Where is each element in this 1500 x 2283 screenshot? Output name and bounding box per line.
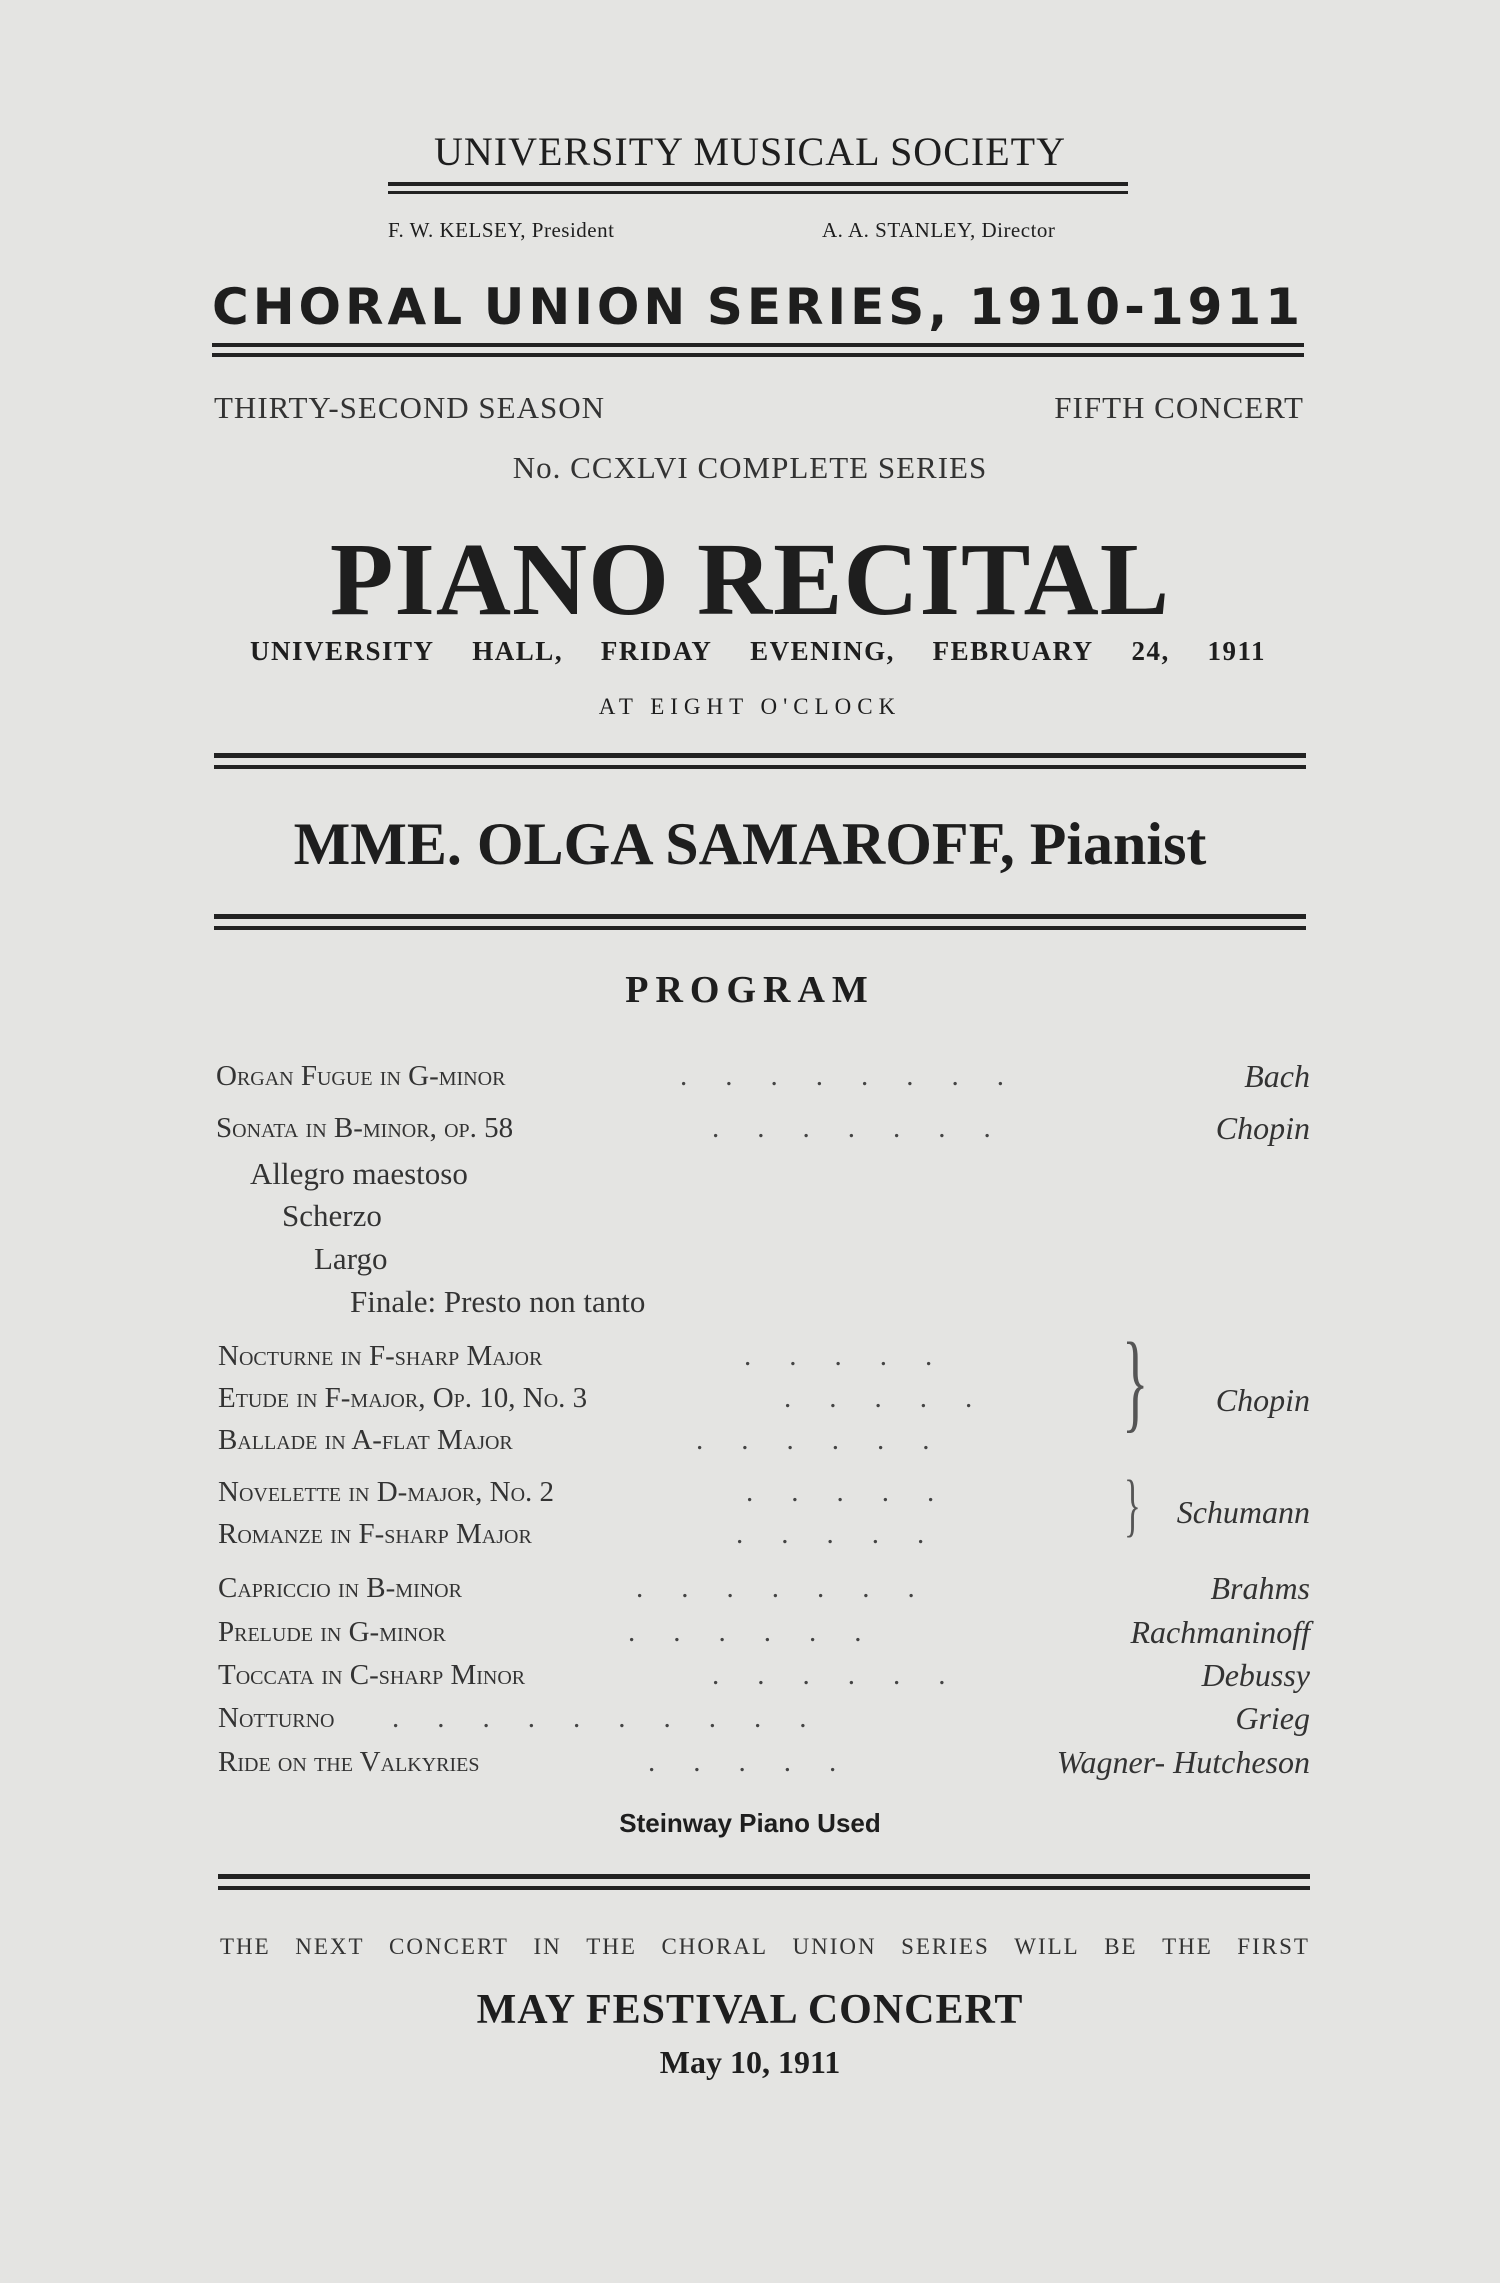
leader-dots: .....: [744, 1340, 971, 1372]
complete-series-number: No. CCXLVI COMPLETE SERIES: [512, 450, 988, 485]
series-rule-top: [212, 343, 1304, 347]
festival-title: MAY FESTIVAL CONCERT: [476, 1987, 1024, 2033]
series-word: UNION: [483, 278, 690, 336]
notice-word: WILL: [1014, 1934, 1080, 1959]
series-title: [212, 278, 1304, 336]
president-credit: F. W. KELSEY, President: [388, 218, 615, 242]
performer-rule-top-b: [214, 765, 1306, 769]
leader-dots: ..........: [392, 1702, 845, 1734]
festival-date: May 10, 1911: [659, 2044, 841, 2080]
performer-name: MME. OLGA SAMAROFF, Pianist: [293, 811, 1207, 877]
leader-dots: .....: [784, 1382, 1011, 1414]
sonata-movement: Largo: [314, 1241, 388, 1276]
notice-word: THE: [586, 1934, 637, 1959]
next-concert-notice: [220, 1934, 1310, 1960]
series-word: SERIES,: [706, 278, 952, 336]
event-title: PIANO RECITAL: [329, 522, 1171, 637]
notice-word: UNION: [792, 1934, 877, 1959]
leader-dots: .....: [736, 1518, 963, 1550]
venue-word: 1911: [1207, 636, 1266, 666]
footer-rule-bottom: [218, 1886, 1310, 1890]
venue-word: EVENING,: [750, 636, 895, 666]
performer-rule-bottom-a: [214, 914, 1306, 919]
venue-word: HALL,: [472, 636, 564, 666]
group-brace: }: [1122, 1320, 1149, 1442]
program-item-title: Capriccio in B-minor: [218, 1572, 462, 1604]
series-word: 1910-1911: [968, 278, 1304, 336]
series-word: CHORAL: [212, 278, 467, 336]
program-item-composer: Brahms: [1210, 1570, 1310, 1606]
leader-dots: .......: [636, 1572, 953, 1604]
program-item-title: Prelude in G-minor: [218, 1616, 446, 1648]
leader-dots: ........: [680, 1060, 1042, 1092]
program-heading: PROGRAM: [625, 969, 875, 1011]
director-credit: A. A. STANLEY, Director: [822, 218, 1056, 242]
venue-word: UNIVERSITY: [250, 636, 435, 666]
performer-rule-bottom-b: [214, 926, 1306, 930]
program-item-title: Novelette in D-major, No. 2: [218, 1476, 555, 1508]
program-item-composer: Chopin: [1215, 1110, 1310, 1146]
sonata-movement: Finale: Presto non tanto: [350, 1284, 646, 1319]
notice-word: THE: [220, 1934, 271, 1959]
footer-rule-top: [218, 1874, 1310, 1879]
notice-word: NEXT: [295, 1934, 365, 1959]
leader-dots: .......: [712, 1112, 1029, 1144]
notice-word: CHORAL: [661, 1934, 768, 1959]
piano-credit: Steinway Piano Used: [619, 1808, 881, 1838]
leader-dots: .....: [648, 1746, 875, 1778]
venue-word: FRIDAY: [600, 636, 713, 666]
event-time: AT EIGHT O'CLOCK: [598, 694, 902, 719]
program-item-title: Etude in F-major, Op. 10, No. 3: [218, 1382, 588, 1414]
sonata-movement: Scherzo: [282, 1198, 382, 1233]
performer-rule-top-a: [214, 753, 1306, 758]
program-item-title: Organ Fugue in G-minor: [216, 1060, 506, 1092]
sonata-movement: Allegro maestoso: [250, 1156, 468, 1191]
notice-word: THE: [1162, 1934, 1213, 1959]
program-item-composer: Wagner- Hutcheson: [1056, 1744, 1310, 1780]
society-rule-top: [388, 182, 1128, 186]
program-item-composer: Debussy: [1201, 1657, 1310, 1693]
program-item-title: Nocturne in F-sharp Major: [218, 1340, 543, 1372]
leader-dots: ......: [696, 1424, 968, 1456]
program-item-composer: Rachmaninoff: [1130, 1614, 1310, 1650]
leader-dots: .....: [746, 1476, 973, 1508]
group-composer: Schumann: [1176, 1494, 1310, 1530]
group-composer: Chopin: [1215, 1382, 1310, 1418]
program-item-title: Toccata in C-sharp Minor: [218, 1659, 526, 1691]
program-item-title: Romanze in F-sharp Major: [218, 1518, 532, 1550]
program-item-title: Sonata in B-minor, op. 58: [216, 1112, 514, 1144]
program-item-composer: Bach: [1244, 1058, 1310, 1094]
program-item-title: Notturno: [218, 1702, 335, 1734]
leader-dots: ......: [628, 1616, 900, 1648]
series-rule-bottom: [212, 353, 1304, 357]
program-item-title: Ballade in A-flat Major: [218, 1424, 513, 1456]
venue-word: 24,: [1131, 636, 1170, 666]
venue-word: FEBRUARY: [932, 636, 1094, 666]
society-name: UNIVERSITY MUSICAL SOCIETY: [434, 129, 1066, 174]
concert-label: FIFTH CONCERT: [1054, 390, 1304, 425]
notice-word: IN: [533, 1934, 562, 1959]
notice-word: SERIES: [901, 1934, 990, 1959]
notice-word: CONCERT: [389, 1934, 509, 1959]
leader-dots: ......: [712, 1659, 984, 1691]
season-label: THIRTY-SECOND SEASON: [214, 390, 606, 425]
notice-word: BE: [1104, 1934, 1138, 1959]
program-item-composer: Grieg: [1235, 1700, 1310, 1736]
notice-word: FIRST: [1237, 1934, 1310, 1959]
venue-line: [250, 636, 1266, 667]
program-item-title: Ride on the Valkyries: [218, 1746, 480, 1778]
society-rule-bottom: [388, 191, 1128, 194]
group-brace: }: [1124, 1467, 1141, 1544]
